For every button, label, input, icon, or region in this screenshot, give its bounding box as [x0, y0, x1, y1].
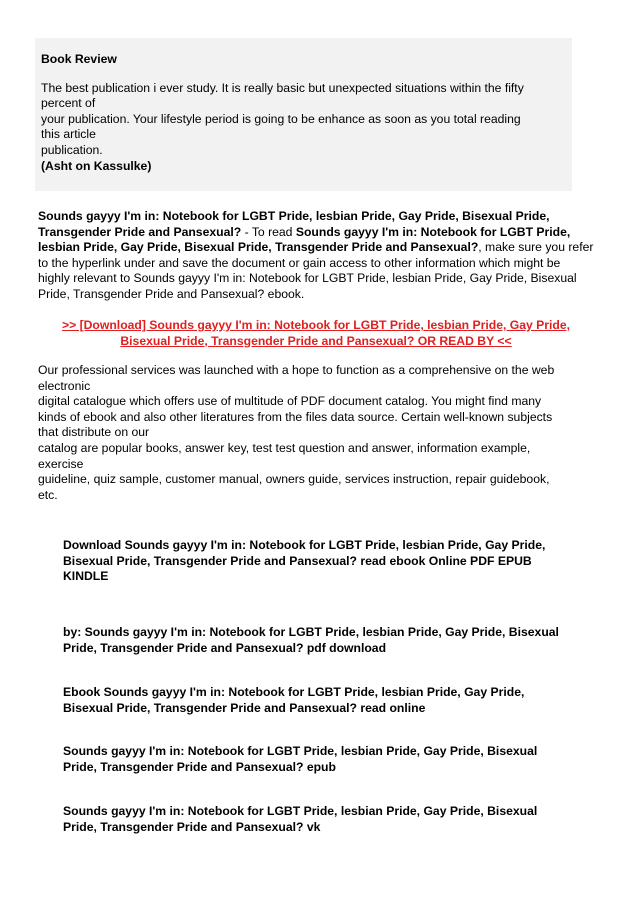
download-item: Sounds gayyy I'm in: Notebook for LGBT Pride, lesbian Pride, Gay Pride, Bisexual Pride, Transgender Pride and Pansexual? vk — [63, 804, 538, 834]
intro-book-title-2: Sounds gayyy I'm in: Notebook for LGBT Pride, lesbian Pride, Gay Pride, Bisexual Pride, Transgender Pride and Pansexual? — [38, 224, 571, 255]
review-author: (Asht on Kassulke) — [41, 158, 152, 173]
book-review-box — [35, 38, 572, 191]
download-item: by: Sounds gayyy I'm in: Notebook for LGBT Pride, lesbian Pride, Gay Pride, Bisexual Pride, Transgender Pride and Pansexual? pdf download — [63, 625, 559, 655]
intro-book-title: Sounds gayyy I'm in: Notebook for LGBT Pride, lesbian Pride, Gay Pride, Bisexual Pride, Transgender Pride and Pansexual? — [38, 209, 550, 239]
about-paragraph: Our professional services was launched with a hope to function as a comprehensive on the web electronic digital catalogue which offers use of multitude of PDF document catalog. You might find many kinds of ebook and also other literatures from the files data source. Certain well-known subjects that distribute on our catalog are popular books, answer key, test test question and answer, information example, exercise guideline, quiz sample, customer manual, owners guide, services instruction, repair guidebook, etc. — [38, 363, 555, 502]
download-item: Download Sounds gayyy I'm in: Notebook for LGBT Pride, lesbian Pride, Gay Pride, Bisexual Pride, Transgender Pride and Pansexual? read ebook Online PDF EPUB KINDLE — [63, 538, 546, 584]
review-text: The best publication i ever study. It is really basic but unexpected situations within the fifty percent of your publication. Your lifestyle period is going to be enhance as soon as you total reading this article publication. — [41, 80, 524, 157]
download-item: Ebook Sounds gayyy I'm in: Notebook for LGBT Pride, lesbian Pride, Gay Pride, Bisexual Pride, Transgender Pride and Pansexual? read online — [63, 685, 525, 715]
intro-paragraph — [38, 209, 594, 303]
download-item: Sounds gayyy I'm in: Notebook for LGBT Pride, lesbian Pride, Gay Pride, Bisexual Pride, Transgender Pride and Pansexual? epub — [63, 744, 538, 774]
review-title: Book Review — [41, 52, 117, 66]
intro-text-2: , make sure you refer to the hyperlink under and save the document or gain access to other information which might be highly relevant to Sounds gayyy I'm in: Notebook for LGBT Pride, lesbian Pride, Gay Pride, Bisexual Pride, Transgender Pride and Pansexual? ebook. — [38, 240, 594, 301]
download-link[interactable]: >> [Download] Sounds gayyy I'm in: Notebook for LGBT Pride, lesbian Pride, Gay Pride, Bisexual Pride, Transgender Pride and Pansexual? OR READ BY << — [61, 318, 571, 348]
intro-text-1: - To read — [241, 224, 296, 239]
